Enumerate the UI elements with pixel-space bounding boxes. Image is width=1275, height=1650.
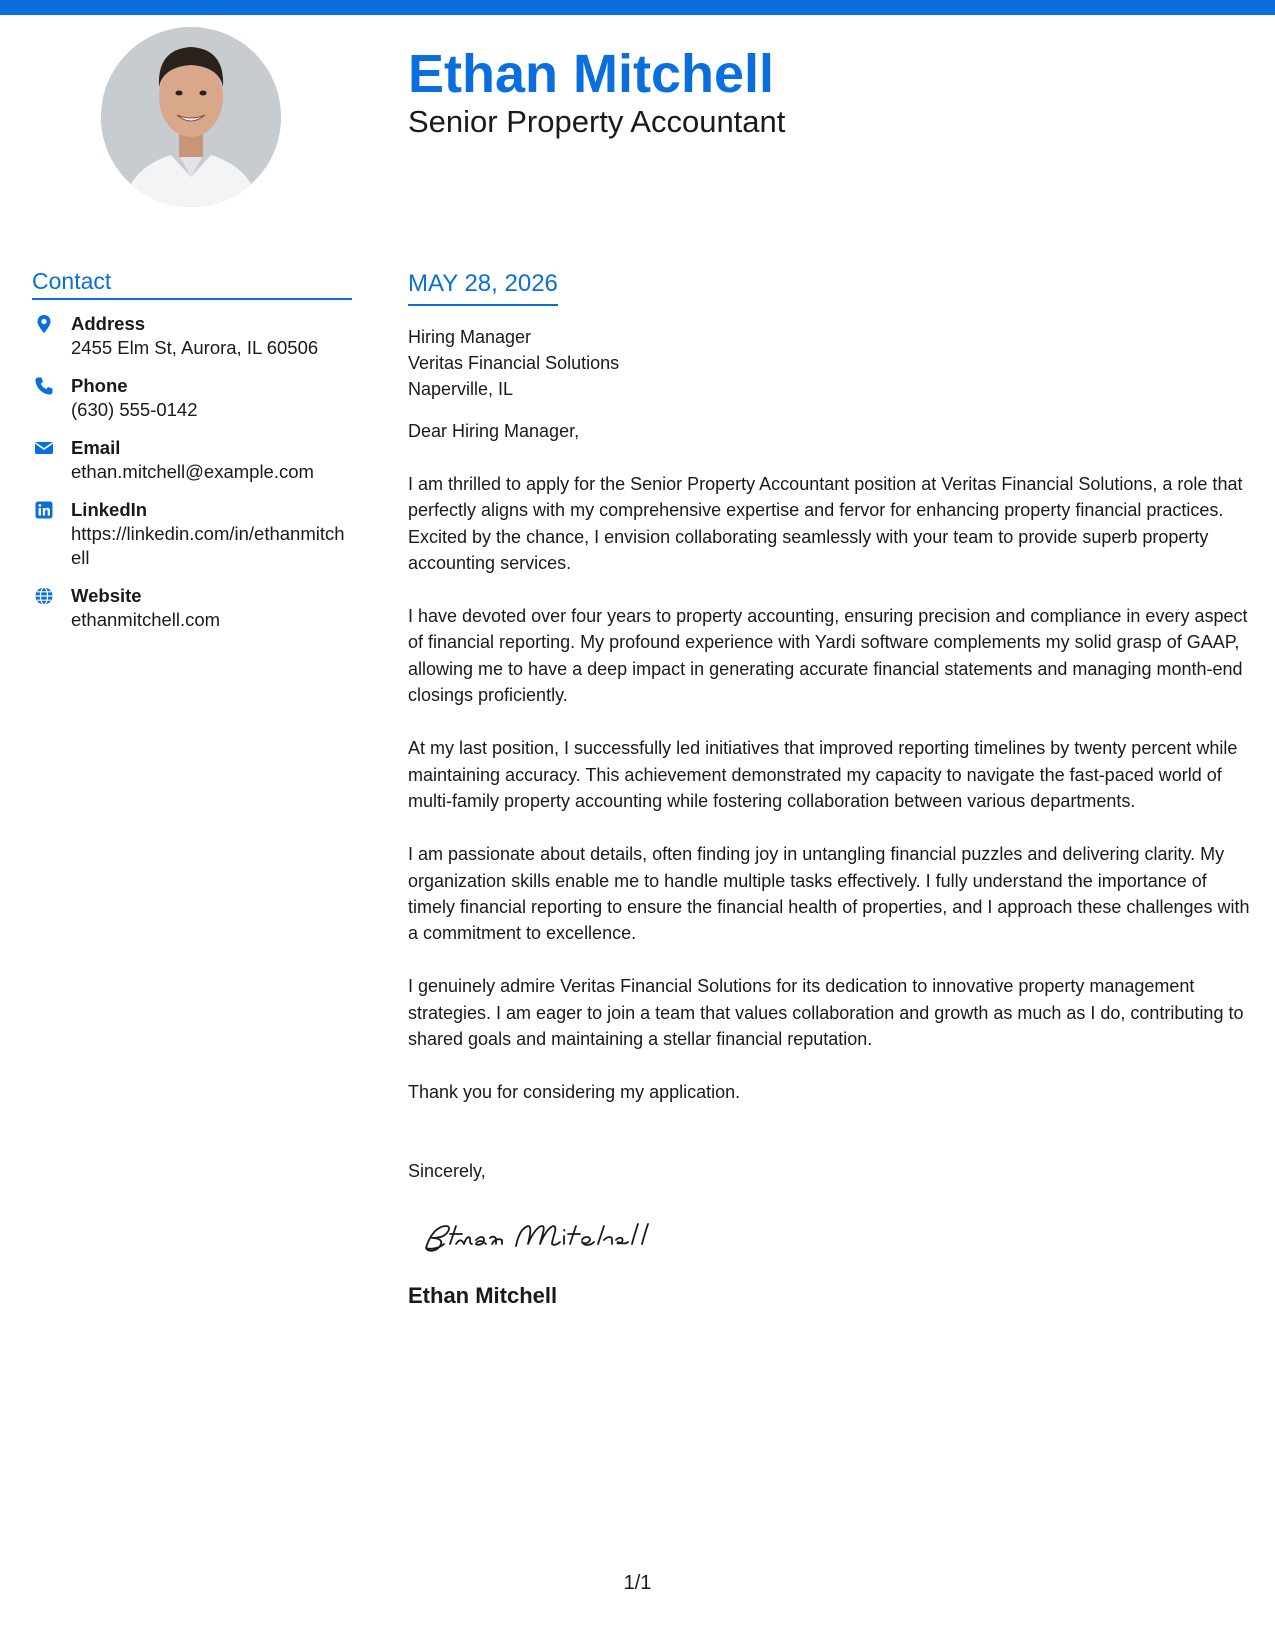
signoff: Sincerely, (408, 1161, 486, 1182)
letter-body (408, 268, 1253, 1311)
contact-website (32, 584, 352, 632)
greeting: Dear Hiring Manager, (408, 421, 580, 441)
address-value: 2455 Elm St, Aurora, IL 60506 (71, 337, 319, 358)
recipient-line: Naperville, IL (408, 379, 514, 399)
contact-email (32, 436, 352, 484)
phone-icon (34, 376, 54, 396)
page-number: 1/1 (623, 1572, 652, 1594)
contact-linkedin (32, 498, 352, 570)
contact-label: Website (71, 585, 142, 606)
linkedin-value[interactable]: https://linkedin.com/in/ethanmitchell (71, 523, 345, 568)
linkedin-icon (34, 500, 54, 520)
contact-list (32, 312, 352, 632)
website-value[interactable]: ethanmitchell.com (71, 609, 221, 630)
contact-heading: Contact (32, 266, 352, 300)
closing-thanks: Thank you for considering my application. (408, 1082, 741, 1103)
contact-label: Email (71, 437, 121, 458)
contact-label: LinkedIn (71, 499, 148, 520)
recipient-block (408, 324, 1253, 402)
body-paragraph: I genuinely admire Veritas Financial Solutions for its dedication to innovative property management strategies. I am eager to join a team that values collaboration and growth as much as I do, contributing to shared goals and maintaining a stellar financial reputation. (408, 976, 1244, 1050)
contact-label: Address (71, 313, 146, 334)
letter-date: MAY 28, 2026 (408, 268, 558, 306)
applicant-name: Ethan Mitchell (408, 44, 775, 104)
contact-address (32, 312, 352, 360)
phone-value: (630) 555-0142 (71, 399, 198, 420)
recipient-line: Hiring Manager (408, 327, 532, 347)
top-accent-bar (0, 0, 1275, 15)
location-pin-icon (34, 314, 54, 334)
contact-label: Phone (71, 375, 128, 396)
body-paragraph: I am passionate about details, often finding joy in untangling financial puzzles and delivering clarity. My organization skills enable me to handle multiple tasks effectively. I fully understand the importance of timely financial reporting to ensure the financial health of properties, and I approach these challenges with a commitment to excellence. (408, 844, 1250, 944)
profile-photo (101, 27, 281, 207)
signer-name: Ethan Mitchell (408, 1283, 558, 1309)
body-paragraph: I am thrilled to apply for the Senior Property Accountant position at Veritas Financial Solutions, a role that perfectly aligns with my comprehensive expertise and fervor for enhancing property financial practices. Excited by the chance, I envision collaborating seamlessly with your team to provide superb property accounting services. (408, 474, 1243, 573)
handwritten-signature (420, 1204, 660, 1264)
body-paragraph: I have devoted over four years to property accounting, ensuring precision and compliance in every aspect of financial reporting. My profound experience with Yardi software complements my solid grasp of GAAP, allowing me to have a deep impact in generating accurate financial statements and managing month-end closings proficiently. (408, 606, 1248, 706)
contact-phone (32, 374, 352, 422)
body-paragraph: At my last position, I successfully led initiatives that improved reporting timelines by twenty percent while maintaining accuracy. This achievement demonstrated my capacity to navigate the fast-paced world of multi-family property accounting while fostering collaboration between various departments. (408, 738, 1238, 811)
email-value[interactable]: ethan.mitchell@example.com (71, 461, 314, 482)
recipient-line: Veritas Financial Solutions (408, 353, 620, 373)
globe-icon (34, 586, 54, 606)
contact-sidebar (32, 266, 352, 646)
applicant-title: Senior Property Accountant (408, 104, 786, 139)
email-icon (34, 438, 54, 458)
